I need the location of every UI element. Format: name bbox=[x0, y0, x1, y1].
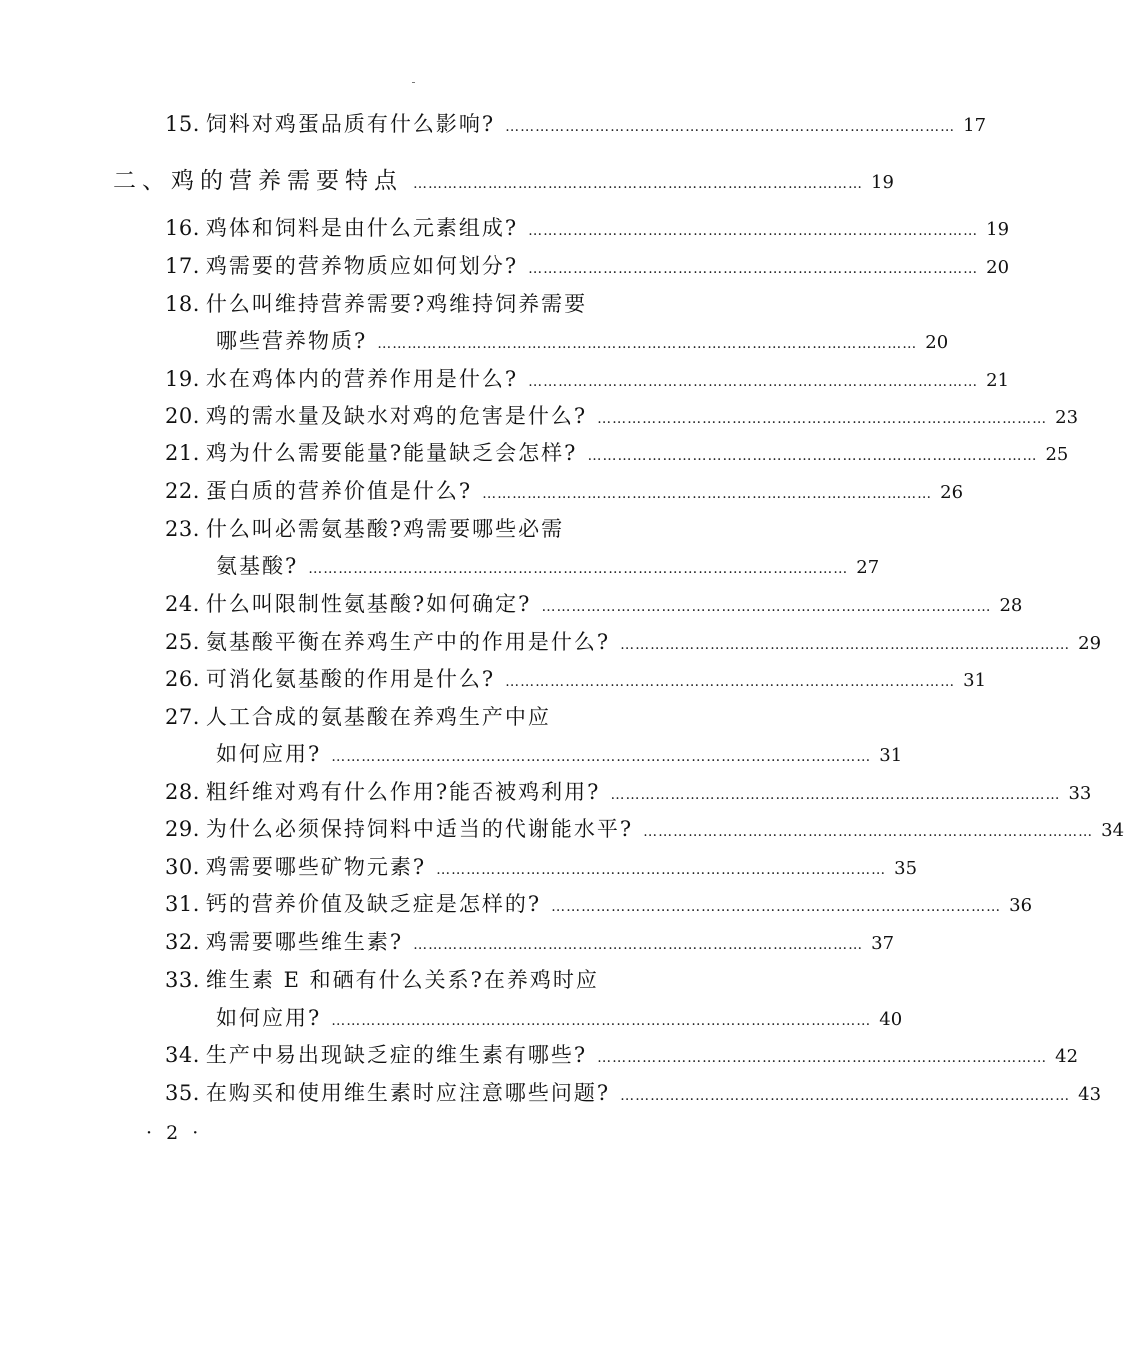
page-folio: · 2 · bbox=[146, 1122, 203, 1144]
entry-number: 22. bbox=[165, 479, 200, 503]
entry-title-continued: 如何应用? bbox=[216, 742, 322, 766]
dot-leader: ……………………………………………………………………………… bbox=[528, 223, 979, 239]
toc-entry-23[interactable] bbox=[165, 513, 805, 543]
toc-entry-18[interactable] bbox=[165, 288, 805, 318]
entry-title: 鸡体和饲料是由什么元素组成? bbox=[205, 216, 519, 240]
page-number: 31 bbox=[963, 670, 987, 691]
page-number: 42 bbox=[1055, 1046, 1079, 1067]
dot-leader: ……………………………………………………………………………… bbox=[597, 411, 1048, 427]
dot-leader: ……………………………………………………………………………… bbox=[620, 1088, 1071, 1104]
entry-title: 人工合成的氨基酸在养鸡生产中应 bbox=[205, 705, 551, 729]
entry-title: 饲料对鸡蛋品质有什么影响? bbox=[205, 112, 496, 136]
toc-entry-22[interactable] bbox=[165, 475, 964, 505]
dot-leader: ……………………………………………………………………………… bbox=[587, 448, 1038, 464]
entry-title-continued: 氨基酸? bbox=[216, 554, 299, 578]
dot-leader: ……………………………………………………………………………… bbox=[436, 862, 887, 878]
entry-number: 24. bbox=[165, 592, 200, 616]
toc-entry-35[interactable] bbox=[165, 1077, 1102, 1107]
entry-title: 为什么必须保持饲料中适当的代谢能水平? bbox=[205, 817, 634, 841]
dot-leader: ……………………………………………………………………………… bbox=[413, 937, 864, 953]
toc-entry-34[interactable] bbox=[165, 1039, 1079, 1069]
page-number: 33 bbox=[1068, 783, 1092, 804]
entry-number: 30. bbox=[165, 855, 200, 879]
page-number: 28 bbox=[999, 595, 1023, 616]
toc-entry-21[interactable] bbox=[165, 437, 1069, 467]
page-number: 40 bbox=[879, 1009, 903, 1030]
dot-leader: ……………………………………………………………………………… bbox=[413, 176, 863, 192]
scan-speck bbox=[412, 82, 415, 83]
entry-number: 31. bbox=[165, 892, 200, 916]
toc-entry-18-cont[interactable] bbox=[216, 325, 949, 355]
toc-entry-20[interactable] bbox=[165, 400, 1079, 430]
entry-number: 28. bbox=[165, 780, 200, 804]
dot-leader: ……………………………………………………………………………………………… bbox=[308, 561, 849, 577]
toc-entry-17[interactable] bbox=[165, 250, 1010, 280]
entry-number: 27. bbox=[165, 705, 200, 729]
toc-entry-25[interactable] bbox=[165, 626, 1102, 656]
page-number: 26 bbox=[940, 482, 964, 503]
toc-entry-16[interactable] bbox=[165, 212, 1010, 242]
toc-entry-27-cont[interactable] bbox=[216, 738, 903, 768]
entry-number: 15. bbox=[165, 112, 200, 136]
toc-entry-33-cont[interactable] bbox=[216, 1002, 903, 1032]
entry-number: 18. bbox=[165, 292, 200, 316]
entry-number: 21. bbox=[165, 441, 200, 465]
entry-title: 水在鸡体内的营养作用是什么? bbox=[205, 367, 519, 391]
entry-number: 16. bbox=[165, 216, 200, 240]
entry-title: 蛋白质的营养价值是什么? bbox=[205, 479, 473, 503]
entry-title: 鸡为什么需要能量?能量缺乏会怎样? bbox=[205, 441, 578, 465]
toc-entry-19[interactable] bbox=[165, 363, 1010, 393]
dot-leader: ……………………………………………………………………………………………… bbox=[331, 1013, 872, 1029]
toc-entry-28[interactable] bbox=[165, 776, 1092, 806]
entry-title-continued: 如何应用? bbox=[216, 1006, 322, 1030]
page-number: 29 bbox=[1078, 633, 1102, 654]
section-title: 二、鸡的营养需要特点 bbox=[113, 168, 403, 194]
dot-leader: ……………………………………………………………………………… bbox=[597, 1050, 1048, 1066]
entry-title: 什么叫必需氨基酸?鸡需要哪些必需 bbox=[205, 517, 565, 541]
entry-number: 34. bbox=[165, 1043, 200, 1067]
page-number: 31 bbox=[879, 745, 903, 766]
dot-leader: ……………………………………………………………………………………………… bbox=[331, 749, 872, 765]
toc-entry-15[interactable] bbox=[165, 108, 987, 138]
page-number: 34 bbox=[1101, 820, 1124, 841]
entry-title: 鸡需要哪些矿物元素? bbox=[205, 855, 427, 879]
entry-number: 33. bbox=[165, 968, 200, 992]
entry-number: 20. bbox=[165, 404, 200, 428]
dot-leader: ……………………………………………………………………………………………… bbox=[377, 336, 918, 352]
entry-title: 鸡的需水量及缺水对鸡的危害是什么? bbox=[205, 404, 588, 428]
toc-entry-23-cont[interactable] bbox=[216, 550, 880, 580]
entry-number: 35. bbox=[165, 1081, 200, 1105]
entry-title: 氨基酸平衡在养鸡生产中的作用是什么? bbox=[205, 630, 611, 654]
entry-number: 29. bbox=[165, 817, 200, 841]
entry-number: 17. bbox=[165, 254, 200, 278]
toc-entry-26[interactable] bbox=[165, 663, 987, 693]
entry-title: 鸡需要的营养物质应如何划分? bbox=[205, 254, 519, 278]
entry-number: 23. bbox=[165, 517, 200, 541]
page-number: 27 bbox=[856, 557, 880, 578]
entry-number: 32. bbox=[165, 930, 200, 954]
toc-entry-27[interactable] bbox=[165, 701, 805, 731]
page-number: 23 bbox=[1055, 407, 1079, 428]
entry-number: 19. bbox=[165, 367, 200, 391]
entry-title: 鸡需要哪些维生素? bbox=[205, 930, 404, 954]
entry-title: 什么叫维持营养需要?鸡维持饲养需要 bbox=[205, 292, 588, 316]
toc-entry-30[interactable] bbox=[165, 851, 918, 881]
page-number: 37 bbox=[871, 933, 895, 954]
entry-title-continued: 哪些营养物质? bbox=[216, 329, 368, 353]
page-number: 43 bbox=[1078, 1084, 1102, 1105]
page-number: 19 bbox=[871, 172, 894, 193]
dot-leader: ……………………………………………………………………………… bbox=[551, 899, 1002, 915]
toc-entry-31[interactable] bbox=[165, 888, 1033, 918]
page-number: 20 bbox=[986, 257, 1010, 278]
page-number: 36 bbox=[1009, 895, 1033, 916]
page-number: 25 bbox=[1045, 444, 1069, 465]
dot-leader: ……………………………………………………………………………… bbox=[505, 674, 956, 690]
entry-title: 什么叫限制性氨基酸?如何确定? bbox=[205, 592, 532, 616]
entry-title: 生产中易出现缺乏症的维生素有哪些? bbox=[205, 1043, 588, 1067]
dot-leader: ……………………………………………………………………………… bbox=[643, 824, 1094, 840]
dot-leader: ……………………………………………………………………………… bbox=[610, 787, 1061, 803]
toc-section-2[interactable] bbox=[113, 162, 894, 195]
page-number: 19 bbox=[986, 219, 1010, 240]
entry-title: 维生素 E 和硒有什么关系?在养鸡时应 bbox=[205, 968, 599, 992]
toc-entry-32[interactable] bbox=[165, 926, 895, 956]
dot-leader: ……………………………………………………………………………… bbox=[620, 637, 1071, 653]
page-number: 17 bbox=[963, 115, 987, 136]
entry-number: 25. bbox=[165, 630, 200, 654]
dot-leader: ……………………………………………………………………………… bbox=[528, 374, 979, 390]
page-number: 20 bbox=[925, 332, 949, 353]
entry-number: 26. bbox=[165, 667, 200, 691]
entry-title: 在购买和使用维生素时应注意哪些问题? bbox=[205, 1081, 611, 1105]
toc-entry-29[interactable] bbox=[165, 813, 1124, 843]
dot-leader: ……………………………………………………………………………… bbox=[505, 119, 956, 135]
page-number: 21 bbox=[986, 370, 1010, 391]
page-number: 35 bbox=[894, 858, 918, 879]
dot-leader: ……………………………………………………………………………… bbox=[528, 261, 979, 277]
dot-leader: ……………………………………………………………………………… bbox=[541, 599, 992, 615]
entry-title: 钙的营养价值及缺乏症是怎样的? bbox=[205, 892, 542, 916]
entry-title: 可消化氨基酸的作用是什么? bbox=[205, 667, 496, 691]
toc-entry-33[interactable] bbox=[165, 964, 805, 994]
dot-leader: ……………………………………………………………………………… bbox=[482, 486, 933, 502]
toc-entry-24[interactable] bbox=[165, 588, 1023, 618]
entry-title: 粗纤维对鸡有什么作用?能否被鸡利用? bbox=[205, 780, 601, 804]
